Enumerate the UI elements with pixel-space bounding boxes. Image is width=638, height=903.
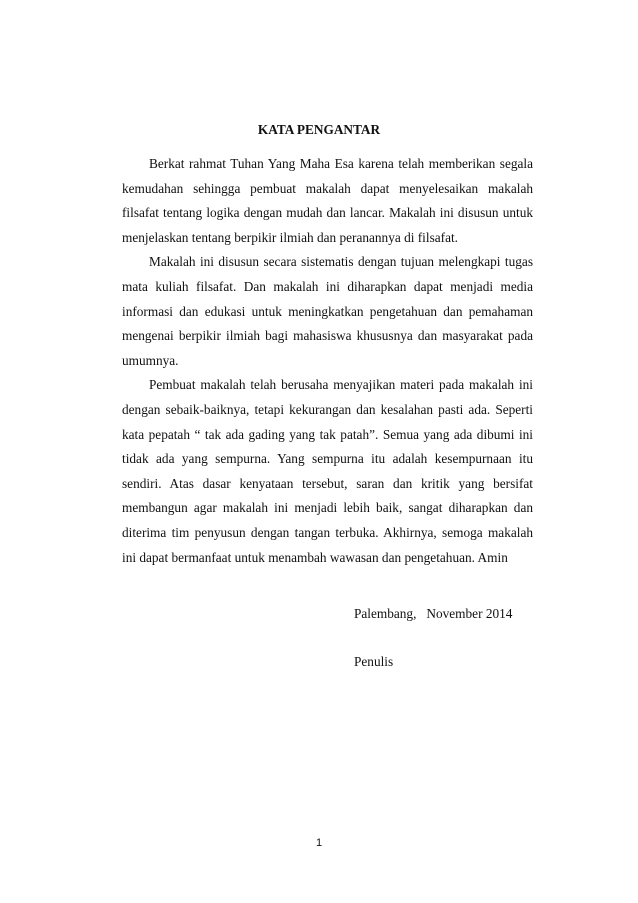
body-text <box>122 152 533 570</box>
page-title: KATA PENGANTAR <box>257 122 381 137</box>
paragraph-3: Pembuat makalah telah berusaha menyajikan materi pada makalah ini dengan sebaik-baiknya, tetapi kekurangan dan kesalahan pasti ada. Seperti kata pepatah “ tak ada gading yang tak patah”. Semua yang ada dibumi ini tidak ada yang sempurna. Yang sempurna itu adalah kesempurnaan itu sendiri. Atas dasar kenyataan tersebut, saran dan kritik yang bersifat membangun agar makalah ini menjadi lebih baik, sangat diharapkan dan diterima tim penyusun dengan tangan terbuka. Akhirnya, semoga makalah ini dapat bermanfaat untuk menambah wawasan dan pengetahuan. Amin <box>122 377 533 565</box>
page-number: 1 <box>315 837 323 849</box>
paragraph-1: Berkat rahmat Tuhan Yang Maha Esa karena telah memberikan segala kemudahan sehingga pembuat makalah dapat menyelesaikan makalah filsafat tentang logika dengan mudah dan lancar. Makalah ini disusun untuk menjelaskan tentang berpikir ilmiah dan peranannya di filsafat. <box>122 156 533 245</box>
place-date: Palembang, November 2014 <box>354 606 513 621</box>
author-signature: Penulis <box>354 654 394 669</box>
paragraph-2: Makalah ini disusun secara sistematis dengan tujuan melengkapi tugas mata kuliah filsafat. Dan makalah ini diharapkan dapat menjadi media informasi dan edukasi untuk meningkatkan pengetahuan dan pemahaman mengenai berpikir ilmiah bagi mahasiswa khususnya dan masyarakat pada umumnya. <box>122 254 533 368</box>
